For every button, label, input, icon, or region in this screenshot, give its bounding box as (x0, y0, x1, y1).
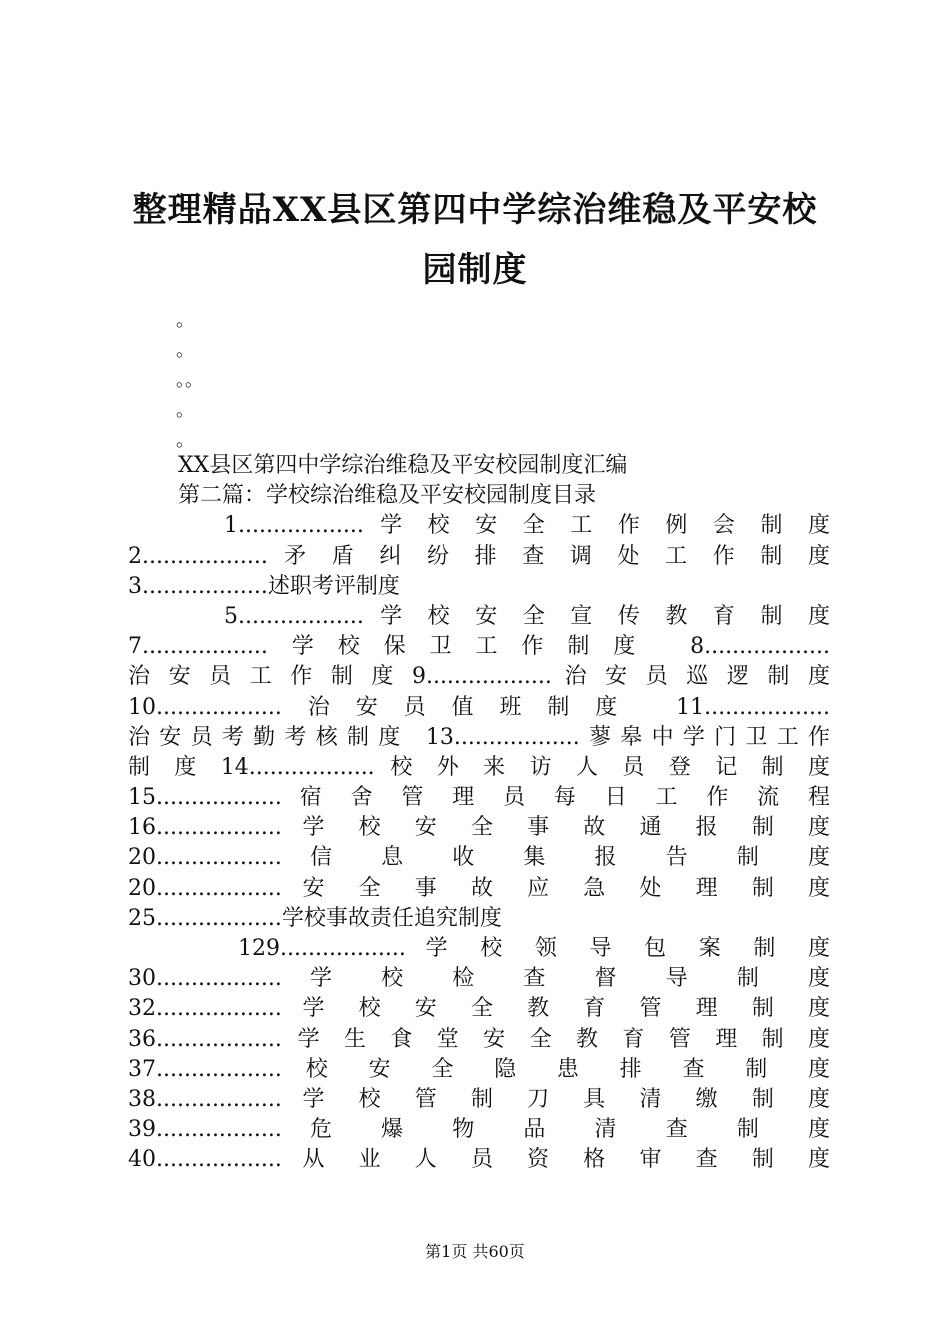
document-title-line-1: 整理精品XX县区第四中学综治维稳及平安校 (132, 190, 818, 230)
toc-line: 制 度 14.................. 校 外 来 访 人 员 登 记 制 度 (128, 754, 830, 780)
toc-line: 15.................. 宿 舍 管 理 员 每 日 工 作 流 程 (128, 785, 830, 811)
toc-line: 38.................. 学 校 管 制 刀 具 清 缴 制 度 (128, 1086, 830, 1112)
toc-line: 20.................. 信 息 收 集 报 告 制 度 (128, 845, 830, 871)
toc-line: 治安员考勤考核制度 13..................蓼皋中学门卫工作 (128, 724, 830, 750)
toc-body (128, 451, 830, 1176)
toc-line: 5.................. 学 校 安 全 宣 传 教 育 制 度 (224, 603, 830, 629)
toc-line: 39.................. 危 爆 物 品 清 查 制 度 (128, 1117, 830, 1143)
toc-line: 36.................. 学 生 食 堂 安 全 教 育 管 理 制 度 (128, 1026, 830, 1052)
heading-compilation: XX县区第四中学综治维稳及平安校园制度汇编 (178, 453, 628, 478)
toc-line: 25..................学校事故责任追究制度 (128, 905, 502, 931)
toc-line: 10..................治安员值班制度 11.................. (128, 694, 830, 720)
toc-line: 129.................. 学 校 领 导 包 案 制 度 (238, 936, 830, 961)
toc-line: 治 安 员 工 作 制 度 9.................. 治 安 员 巡 逻 制 度 (128, 664, 830, 690)
mark: 。。 (176, 370, 203, 391)
punctuation-marks (176, 306, 203, 456)
toc-line: 3..................述职考评制度 (128, 573, 400, 599)
toc-line: 30.................. 学 校 检 查 督 导 制 度 (128, 966, 830, 992)
page-footer: 第1页 共60页 (425, 1242, 525, 1261)
toc-line: 20.................. 安 全 事 故 应 急 处 理 制 度 (128, 875, 830, 901)
toc-line: 2.................. 矛 盾 纠 纷 排 查 调 处 工 作 制 度 (128, 543, 830, 569)
mark: 。 (176, 340, 194, 361)
toc-line: 7..................学校保卫工作制度 8.................. (128, 634, 830, 660)
toc-line: 1.................. 学 校 安 全 工 作 例 会 制 度 (224, 513, 830, 539)
toc-line: 16.................. 学 校 安 全 事 故 通 报 制 度 (128, 815, 830, 841)
mark: 。 (176, 310, 194, 331)
mark: 。 (176, 430, 194, 451)
heading-toc: 第二篇：学校综治维稳及平安校园制度目录 (178, 483, 597, 509)
mark: 。 (176, 400, 194, 421)
toc-line: 40.................. 从 业 人 员 资 格 审 查 制 度 (128, 1147, 830, 1173)
toc-line: 32.................. 学 校 安 全 教 育 管 理 制 度 (128, 996, 830, 1022)
toc-line: 37.................. 校 安 全 隐 患 排 查 制 度 (128, 1056, 830, 1082)
document-title-line-2: 园制度 (422, 250, 528, 290)
